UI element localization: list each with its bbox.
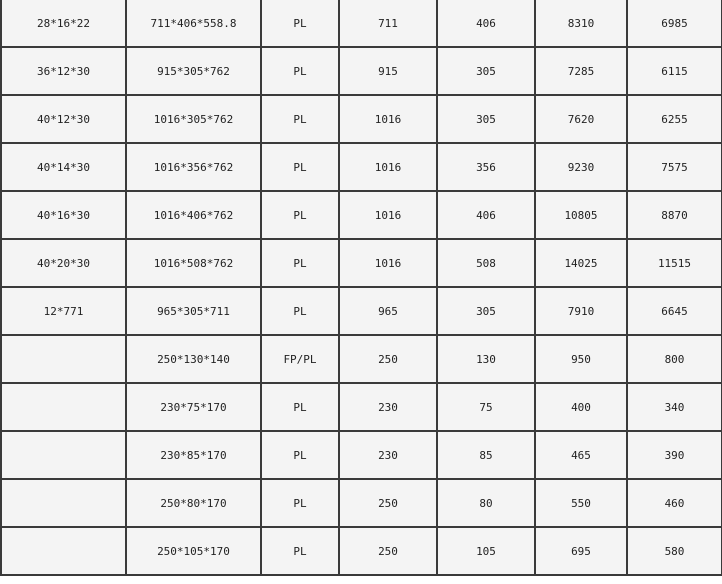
table-cell: 8870 (627, 191, 722, 239)
table-cell: 7285 (535, 47, 627, 95)
table-cell (1, 431, 126, 479)
table-row (1, 287, 722, 335)
table-cell: PL (261, 383, 339, 431)
table-cell: 1016 (339, 95, 437, 143)
table-cell: 580 (627, 527, 722, 575)
table-cell (1, 335, 126, 383)
table-cell: 250 (339, 479, 437, 527)
table-cell: 11515 (627, 239, 722, 287)
table-cell: 711*406*558.8 (126, 0, 261, 47)
table-cell: 711 (339, 0, 437, 47)
table-cell: PL (261, 431, 339, 479)
table-cell: 6115 (627, 47, 722, 95)
table-cell: 85 (437, 431, 535, 479)
table-cell: 40*20*30 (1, 239, 126, 287)
table-cell: 40*12*30 (1, 95, 126, 143)
table-row (1, 191, 722, 239)
table-cell: 6645 (627, 287, 722, 335)
table-cell: 250 (339, 527, 437, 575)
table-cell: 965*305*711 (126, 287, 261, 335)
table-row (1, 143, 722, 191)
table-cell: 1016*305*762 (126, 95, 261, 143)
table-cell: 390 (627, 431, 722, 479)
table-cell: 130 (437, 335, 535, 383)
table-cell: 406 (437, 191, 535, 239)
table-cell: 12*771 (1, 287, 126, 335)
table-cell: 305 (437, 95, 535, 143)
table-row (1, 527, 722, 575)
table-cell: 1016*356*762 (126, 143, 261, 191)
table-cell: PL (261, 47, 339, 95)
table-cell: 250*130*140 (126, 335, 261, 383)
table-cell: PL (261, 239, 339, 287)
table-row (1, 47, 722, 95)
table-cell: 1016 (339, 239, 437, 287)
table-cell (1, 527, 126, 575)
table-cell: 1016 (339, 191, 437, 239)
table-cell: 250 (339, 335, 437, 383)
table-cell: 230 (339, 383, 437, 431)
table-cell: 40*14*30 (1, 143, 126, 191)
table-cell: 7910 (535, 287, 627, 335)
table-cell: 250*105*170 (126, 527, 261, 575)
table-cell (1, 383, 126, 431)
table-cell: 950 (535, 335, 627, 383)
table-cell: 1016 (339, 143, 437, 191)
table-cell: 75 (437, 383, 535, 431)
table-cell: 305 (437, 287, 535, 335)
table-cell: 400 (535, 383, 627, 431)
table-cell: 1016*406*762 (126, 191, 261, 239)
table-cell: 508 (437, 239, 535, 287)
table-cell: 7575 (627, 143, 722, 191)
table-row (1, 479, 722, 527)
table-cell: 1016*508*762 (126, 239, 261, 287)
table-cell: 105 (437, 527, 535, 575)
table-cell: 915 (339, 47, 437, 95)
table-cell: 40*16*30 (1, 191, 126, 239)
table-cell: 230 (339, 431, 437, 479)
table-row (1, 239, 722, 287)
table-row (1, 0, 722, 47)
table-cell: 305 (437, 47, 535, 95)
table-cell: 36*12*30 (1, 47, 126, 95)
table-cell: 28*16*22 (1, 0, 126, 47)
table-row (1, 383, 722, 431)
table-cell: 10805 (535, 191, 627, 239)
table-cell: 6255 (627, 95, 722, 143)
table-body (1, 0, 722, 575)
table-row (1, 95, 722, 143)
table-cell: 915*305*762 (126, 47, 261, 95)
table-cell: PL (261, 95, 339, 143)
table-cell: 6985 (627, 0, 722, 47)
table-cell: 800 (627, 335, 722, 383)
table-cell: 550 (535, 479, 627, 527)
table-cell: 230*75*170 (126, 383, 261, 431)
table-cell: 8310 (535, 0, 627, 47)
table-cell: PL (261, 0, 339, 47)
table-cell: PL (261, 191, 339, 239)
table-cell: 340 (627, 383, 722, 431)
table-cell: PL (261, 143, 339, 191)
table-cell: 406 (437, 0, 535, 47)
table-cell: 465 (535, 431, 627, 479)
table-cell: 14025 (535, 239, 627, 287)
table-cell: 460 (627, 479, 722, 527)
table-cell (1, 479, 126, 527)
table-cell: 9230 (535, 143, 627, 191)
table-cell: 230*85*170 (126, 431, 261, 479)
table-cell: 695 (535, 527, 627, 575)
table-cell: 7620 (535, 95, 627, 143)
table-cell: PL (261, 479, 339, 527)
table-row (1, 335, 722, 383)
table-cell: 250*80*170 (126, 479, 261, 527)
table-cell: FP/PL (261, 335, 339, 383)
table-cell: 965 (339, 287, 437, 335)
table-cell: PL (261, 527, 339, 575)
table-cell: 80 (437, 479, 535, 527)
table-cell: 356 (437, 143, 535, 191)
table-row (1, 431, 722, 479)
table-cell: PL (261, 287, 339, 335)
